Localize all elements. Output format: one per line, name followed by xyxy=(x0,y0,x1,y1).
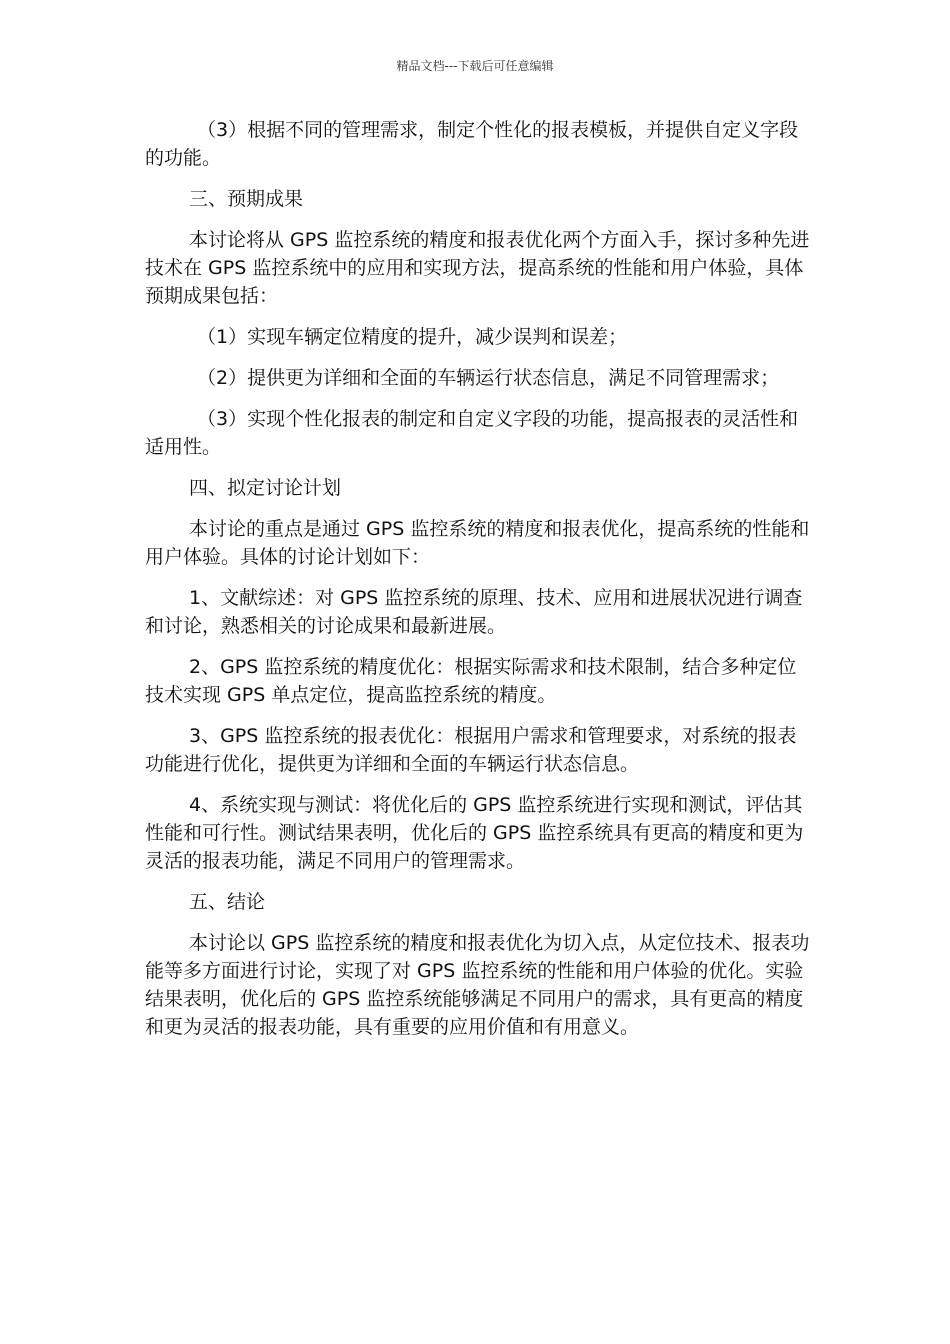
section-heading-plan: 四、拟定讨论计划 xyxy=(189,477,342,499)
plan-step-1-literature-review: 1、文献综述：对 GPS 监控系统的原理、技术、应用和进展状况进行调查和讨论，熟悉相关的讨论成果和最新进展。 xyxy=(145,587,803,637)
list-item-2-vehicle-status: （2）提供更为详细和全面的车辆运行状态信息，满足不同管理需求； xyxy=(197,367,780,389)
list-item-1-positioning-accuracy: （1）实现车辆定位精度的提升，减少误判和误差； xyxy=(197,326,628,348)
paragraph-conclusion: 本讨论以 GPS 监控系统的精度和报表优化为切入点，从定位技术、报表功能等多方面进行讨论，实现了对 GPS 监控系统的性能和用户体验的优化。实验结果表明，优化后的 GPS 监控系统能够满足不同用户的需求，具有更高的精度和更为灵活的报表功能，具有重要的应用价值和有用意义。 xyxy=(145,932,810,1038)
document-body xyxy=(145,116,810,1054)
plan-step-2-accuracy-optimization: 2、GPS 监控系统的精度优化：根据实际需求和技术限制，结合多种定位技术实现 GPS 单点定位，提高监控系统的精度。 xyxy=(145,656,797,706)
plan-step-3-report-optimization: 3、GPS 监控系统的报表优化：根据用户需求和管理要求，对系统的报表功能进行优化，提供更为详细和全面的车辆运行状态信息。 xyxy=(145,725,797,775)
page-header: 精品文档---下载后可任意编辑 xyxy=(396,59,554,73)
list-item-3-custom-reports: （3）实现个性化报表的制定和自定义字段的功能，提高报表的灵活性和适用性。 xyxy=(145,408,799,458)
paragraph-expected-results-intro: 本讨论将从 GPS 监控系统的精度和报表优化两个方面入手，探讨多种先进技术在 GPS 监控系统中的应用和实现方法，提高系统的性能和用户体验，具体预期成果包括： xyxy=(145,229,810,307)
plan-step-4-implementation-testing: 4、系统实现与测试：将优化后的 GPS 监控系统进行实现和测试，评估其性能和可行性。测试结果表明，优化后的 GPS 监控系统具有更高的精度和更为灵活的报表功能，满足不同用户的管理需求。 xyxy=(145,794,804,872)
section-heading-conclusion: 五、结论 xyxy=(189,891,266,913)
paragraph-plan-intro: 本讨论的重点是通过 GPS 监控系统的精度和报表优化，提高系统的性能和用户体验。具体的讨论计划如下： xyxy=(145,518,810,568)
section-heading-expected-results: 三、预期成果 xyxy=(189,188,304,210)
list-item-3-report-templates: （3）根据不同的管理需求，制定个性化的报表模板，并提供自定义字段的功能。 xyxy=(145,119,799,169)
